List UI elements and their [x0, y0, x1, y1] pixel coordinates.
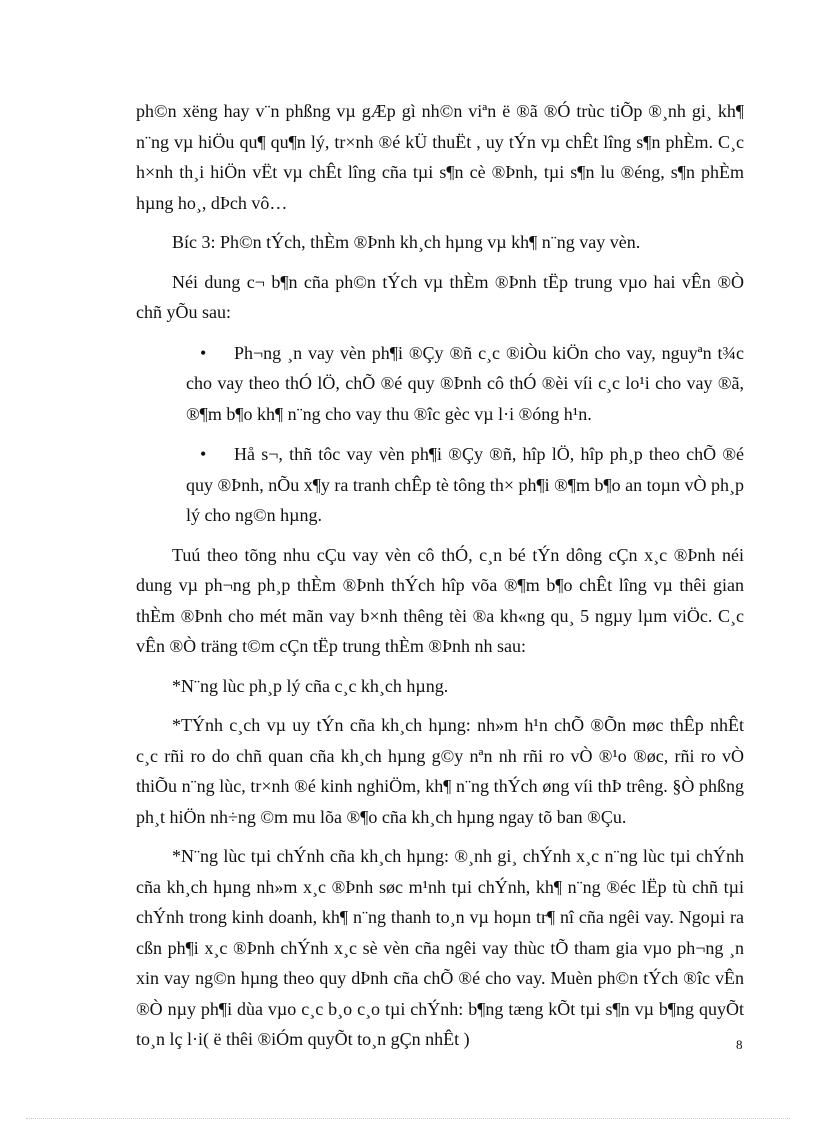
bullet-item [136, 338, 744, 430]
bullet-item [136, 439, 744, 531]
page-number: 8 [736, 1037, 743, 1052]
paragraph-content: Néi dung c¬ b¶n cña ph©n tÝch vµ thÈm ®Þnh tËp trung vµo hai vÊn ®Ò chñ yÕu sau: [136, 271, 744, 322]
paragraph-character: *TÝnh c¸ch vµ uy tÝn cña kh¸ch hµng: nh»m h¹n chÕ ®Õn møc thÊp nhÊt c¸c rñi ro do chñ quan cña kh¸ch hµng g©y nªn nh rñi ro vÒ ®¹o ®øc, rñi ro vÒ thiÕu n¨ng lùc, tr×nh ®é kinh nghiÖm, kh¶ n¨ng thÝch øng víi thÞ trêng. §Ò phßng ph¸t hiÖn nh÷ng ©m mu lõa ®¶o cña kh¸ch hµng ngay tõ ban ®Çu. [136, 715, 744, 827]
bullet-icon: • [200, 342, 207, 363]
bullet-text: Ph¬ng ¸n vay vèn ph¶i ®Çy ®ñ c¸c ®iÒu kiÖn cho vay, nguyªn t¾c cho vay theo thÓ lÖ, chÕ ®é quy ®Þnh cô thÓ ®èi víi c¸c lo¹i cho vay ®ã, ®¶m b¶o kh¶ n¨ng cho vay thu ®îc gèc vµ l·i ®óng h¹n. [186, 342, 744, 424]
paragraph-financial: *N¨ng lùc tµi chÝnh cña kh¸ch hµng: ®¸nh gi¸ chÝnh x¸c n¨ng lùc tµi chÝnh cña kh¸ch hµng nh»m x¸c ®Þnh søc m¹nh tµi chÝnh, kh¶ n¨ng ®éc lËp tù chñ tµi chÝnh trong kinh doanh, kh¶ n¨ng thanh to¸n vµ hoµn tr¶ nî cña ngêi vay. Ngoµi ra cßn ph¶i x¸c ®Þnh chÝnh x¸c sè vèn cña ngêi vay thùc tÕ tham gia vµo ph¬ng ¸n xin vay ng©n hµng theo quy dÞnh cña chÕ ®é cho vay. Muèn ph©n tÝch ®îc vÊn ®Ò nµy ph¶i dùa vµo c¸c b¸o c¸o tµi chÝnh: b¶ng tæng kÕt tµi s¶n vµ b¶ng quyÕt to¸n lç l·i( ë thêi ®iÓm quyÕt to¸n gÇn nhÊt ) [136, 846, 744, 1049]
footer-divider [26, 1118, 790, 1119]
bullet-text: Hå s¬, thñ tôc vay vèn ph¶i ®Çy ®ñ, hîp lÖ, hîp ph¸p theo chÕ ®é quy ®Þnh, nÕu x¶y ra tranh chÊp tè tông th× ph¶i ®¶m b¶o an toµn vÒ ph¸p lý cho ng©n hµng. [186, 444, 744, 525]
paragraph-step-3: Bíc 3: Ph©n tÝch, thÈm ®Þnh kh¸ch hµng vµ kh¶ n¨ng vay vèn. [172, 232, 641, 252]
paragraph-requirements: Tuú theo tõng nhu cÇu vay vèn cô thÓ, c¸n bé tÝn dông cÇn x¸c ®Þnh néi dung vµ ph¬ng ph¸p thÈm ®Þnh thÝch hîp võa ®¶m b¶o chÊt lîng vµ thêi gian thÈm ®Þnh cho mét mãn vay b×nh thêng tèi ®a kh«ng qu¸ 5 ngµy lµm viÖc. C¸c vÊn ®Ò träng t©m cÇn tËp trung thÈm ®Þnh nh sau: [136, 544, 744, 656]
paragraph-intro: ph©n xëng hay v¨n phßng vµ gÆp gì nh©n viªn ë ®ã ®Ó trùc tiÕp ®¸nh gi¸ kh¶ n¨ng vµ hiÖu qu¶ qu¶n lý, tr×nh ®é kÜ thuËt , uy tÝn vµ chÊt lîng s¶n phÈm. C¸c h×nh th¸i hiÖn vËt vµ chÊt lîng cña tµi s¶n cè ®Þnh, tµi s¶n lu ®éng, s¶n phÈm hµng ho¸, dÞch vô… [136, 101, 744, 213]
bullet-icon: • [200, 444, 207, 464]
paragraph-legal-capacity: *N¨ng lùc ph¸p lý cña c¸c kh¸ch hµng. [172, 675, 449, 696]
body-text [136, 96, 744, 1055]
